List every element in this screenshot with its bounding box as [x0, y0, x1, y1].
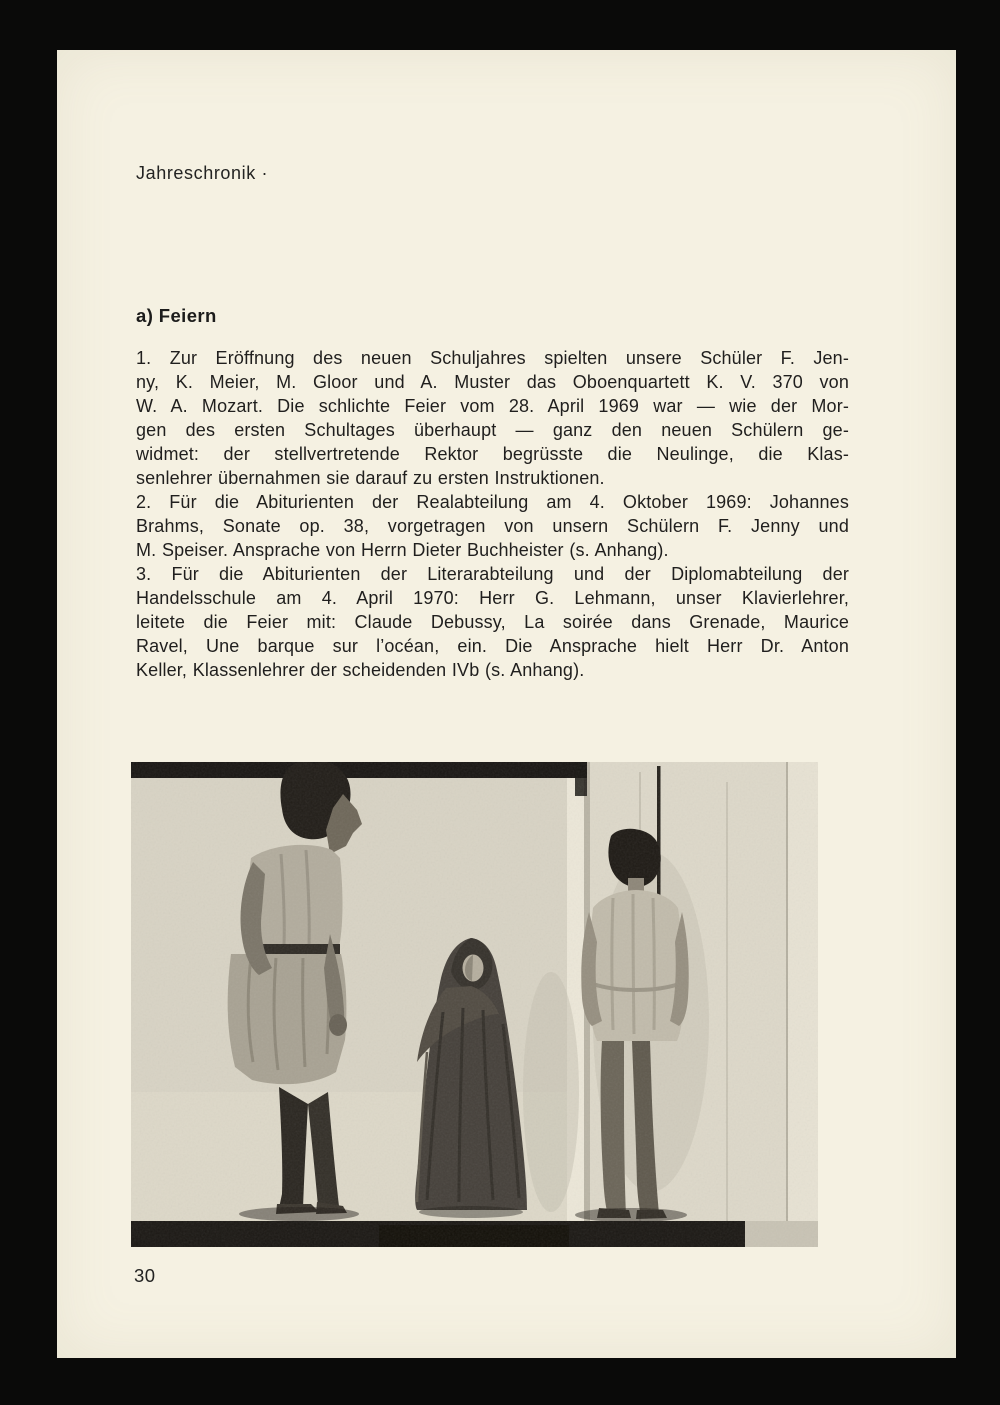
stage-photo-canvas — [131, 762, 818, 1247]
text-line: W. A. Mozart. Die schlichte Feier vom 28. April 1969 war — wie der Mor- — [136, 396, 849, 416]
paragraph-1 — [136, 346, 849, 490]
text-line: M. Speiser. Ansprache von Herrn Dieter Buchheister (s. Anhang). — [136, 540, 669, 560]
text-line: Handelsschule am 4. April 1970: Herr G. Lehmann, unser Klavierlehrer, — [136, 588, 849, 608]
running-header: Jahreschronik · — [136, 163, 269, 183]
book-page — [57, 50, 956, 1358]
stage-photograph — [131, 762, 818, 1247]
text-line: widmet: der stellvertretende Rektor begrüsste die Neulinge, die Klas- — [136, 444, 849, 464]
text-line: 3. Für die Abiturienten der Literarabteilung und der Diplomabteilung der — [136, 564, 849, 584]
text-line: Ravel, Une barque sur l’océan, ein. Die Ansprache hielt Herr Dr. Anton — [136, 636, 849, 656]
section-heading: a) Feiern — [136, 305, 217, 326]
body-text — [136, 346, 849, 682]
text-line: 1. Zur Eröffnung des neuen Schuljahres spielten unsere Schüler F. Jen- — [136, 348, 849, 368]
text-line: leitete die Feier mit: Claude Debussy, La soirée dans Grenade, Maurice — [136, 612, 849, 632]
text-line: gen des ersten Schultages überhaupt — ganz den neuen Schülern ge- — [136, 420, 849, 440]
text-line: 2. Für die Abiturienten der Realabteilung am 4. Oktober 1969: Johannes — [136, 492, 849, 512]
text-line: ny, K. Meier, M. Gloor und A. Muster das Oboenquartett K. V. 370 von — [136, 372, 849, 392]
text-line: Keller, Klassenlehrer der scheidenden IVb (s. Anhang). — [136, 660, 585, 680]
text-line: Brahms, Sonate op. 38, vorgetragen von unsern Schülern F. Jenny und — [136, 516, 849, 536]
page-number: 30 — [134, 1265, 156, 1286]
photo-grain — [131, 762, 818, 1247]
paragraph-2 — [136, 490, 849, 562]
text-line: senlehrer übernahmen sie darauf zu ersten Instruktionen. — [136, 468, 605, 488]
paragraph-3 — [136, 562, 849, 682]
